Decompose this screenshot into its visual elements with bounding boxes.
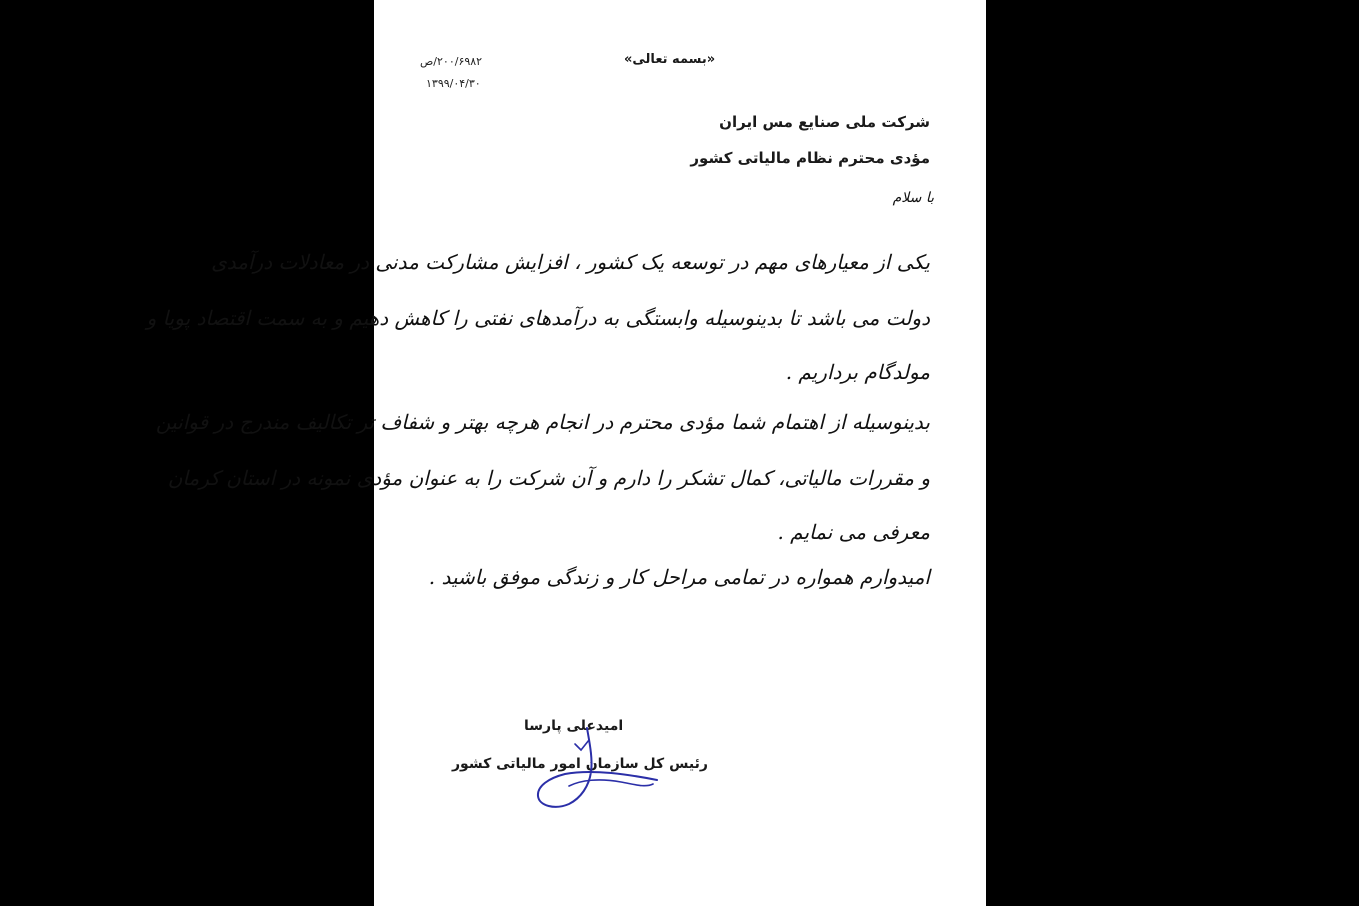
letter-number: ۲۰۰/۶۹۸۲/ص [420,55,483,68]
body-line: معرفی می نمایم . [777,520,930,544]
signature-mark [575,740,589,750]
signature-flourish [569,780,653,786]
greeting: با سلام [892,190,934,206]
body-line: یکی از معیارهای مهم در توسعه یک کشور ، افزایش مشارکت مدنی در معادلات درآمدی [211,250,930,274]
body-line: و مقررات مالیاتی، کمال تشکر را دارم و آن شرکت را به عنوان مؤدی نمونه در استان کرمان [167,466,930,490]
signatory-name: امیدعلی پارسا [524,718,624,734]
body-line: دولت می باشد تا بدینوسیله وابستگی به درآمدهای نفتی را کاهش دهیم و به سمت اقتصاد پویا و [146,306,930,330]
recipient-company: شرکت ملی صنایع مس ایران [719,113,930,131]
recipient-salutation: مؤدی محترم نظام مالیاتی کشور [690,149,930,167]
handwritten-signature [529,700,664,815]
body-line: بدینوسیله از اهتمام شما مؤدی محترم در انجام هرچه بهتر و شفاف تر تکالیف مندرج در قوانین [155,410,930,434]
letter-paper [146,0,986,906]
body-line: امیدوارم همواره در تمامی مراحل کار و زندگی موفق باشید . [428,565,930,589]
signature-stroke [538,728,657,807]
body-line: مولدگام برداریم . [785,360,930,384]
signatory-title: رئیس کل سازمان امور مالیاتی کشور [452,756,708,772]
bismillah-heading: «بسمه تعالی» [624,52,716,67]
letter-date: ۱۳۹۹/۰۴/۳۰ [426,77,481,90]
